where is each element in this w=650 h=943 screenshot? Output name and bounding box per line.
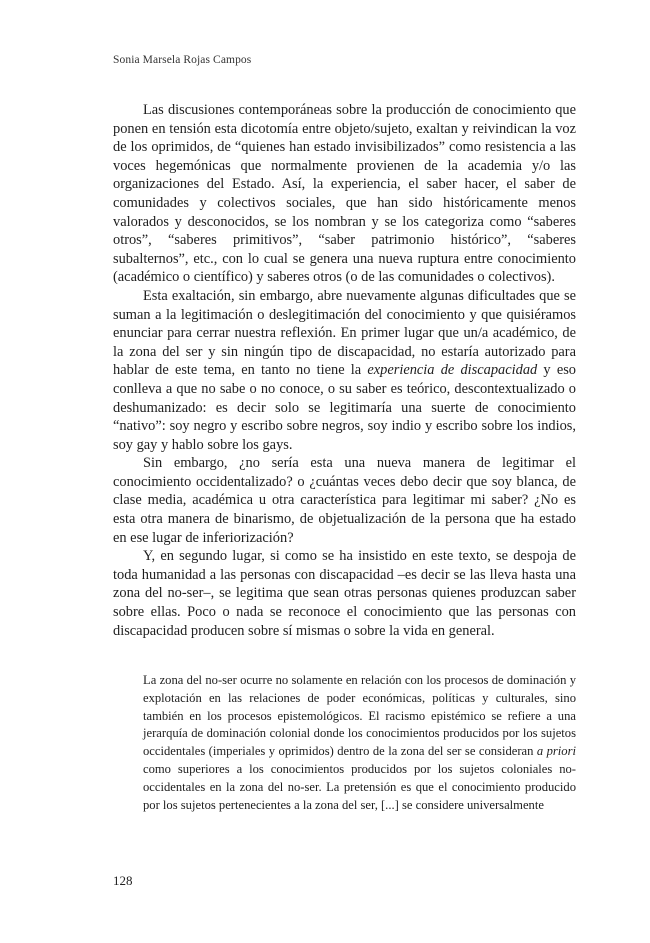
paragraph-2-part-2: y eso conlleva a que no sabe o no conoce, o su saber es teórico, descontextualizado o deshumanizado: es decir solo se legitimaría una suerte de conocimiento “nativo”: soy negro y escribo sobre negros, soy indio y escribo sobre los indios, soy gay y hablo sobre los gays. — [113, 362, 576, 453]
main-text — [113, 101, 576, 640]
running-header: Sonia Marsela Rojas Campos — [113, 54, 252, 66]
paragraph-2-part-1: Esta exaltación, sin embargo, abre nuevamente algunas dificultades que se suman a la legitimación o deslegitimación del conocimiento y que quisiéramos enunciar para cerrar nuestra reflexión. En primer lugar que un/a académico, de la zona del ser y sin ningún tipo de discapacidad, no estaría autorizado para hablar de este tema, en tanto no tiene la — [113, 287, 576, 379]
block-quote — [143, 672, 576, 814]
paragraph-1: Las discusiones contemporáneas sobre la producción de conocimiento que ponen en tensión esta dicotomía entre objeto/sujeto, exaltan y reivindican la voz de los oprimidos, de “quienes han estado invisibilizados” como resistencia a las voces hegemónicas que normalmente provienen de la academia y/o las organizaciones del Estado. Así, la experiencia, el saber hacer, el saber de comunidades y colectivos sociales, que han sido históricamente menos valorados y desconocidos, se los nombran y se los categoriza como “saberes otros”, “saberes primitivos”, “saber patrimonio histórico”, “saberes subalternos”, etc., con lo cual se genera una nueva ruptura entre conocimiento (académico o científico) y saberes otros (o de las comunidades o colectivos). — [113, 102, 576, 286]
page-number: 128 — [113, 873, 133, 888]
paragraph-2 — [113, 287, 576, 454]
emphasis-experiencia: experiencia de discapacidad — [367, 362, 538, 379]
paragraph-3: Sin embargo, ¿no sería esta una nueva manera de legitimar el conocimiento occidentalizado? o ¿cuántas veces debo decir que soy blanca, de clase media, académica u otra característica para legitimar mi saber? ¿No es esta otra manera de binarismo, de objetualización de la persona que ha estado en ese lugar de inferiorización? — [113, 455, 576, 546]
quote-part-1: La zona del no-ser ocurre no solamente en relación con los procesos de dominación y explotación en las relaciones de poder económicas, políticas y culturales, sino también en los procesos epistemológicos. El racismo epistémico se refiere a una jerarquía de dominación colonial donde los conocimientos producidos por los sujetos occidentales (imperiales y oprimidos) dentro de la zona del ser se consideran — [143, 673, 576, 759]
quote-part-2: como superiores a los conocimientos producidos por los sujetos coloniales no-occidentales en la zona del no-ser. La pretensión es que el conocimiento producido por los sujetos pertenecientes a la zona del ser, [...] se considere universalmente — [143, 761, 576, 812]
quote-paragraph — [143, 672, 576, 814]
paragraph-4: Y, en segundo lugar, si como se ha insistido en este texto, se despoja de toda humanidad a las personas con discapacidad –es decir se las lleva hasta una zona del no-ser–, se legitima que sean otras personas quienes produzcan saber sobre ellas. Poco o nada se reconoce el conocimiento que las personas con discapacidad producen sobre sí mismas o sobre la vida en general. — [113, 548, 576, 639]
emphasis-a-priori: a priori — [536, 744, 576, 759]
